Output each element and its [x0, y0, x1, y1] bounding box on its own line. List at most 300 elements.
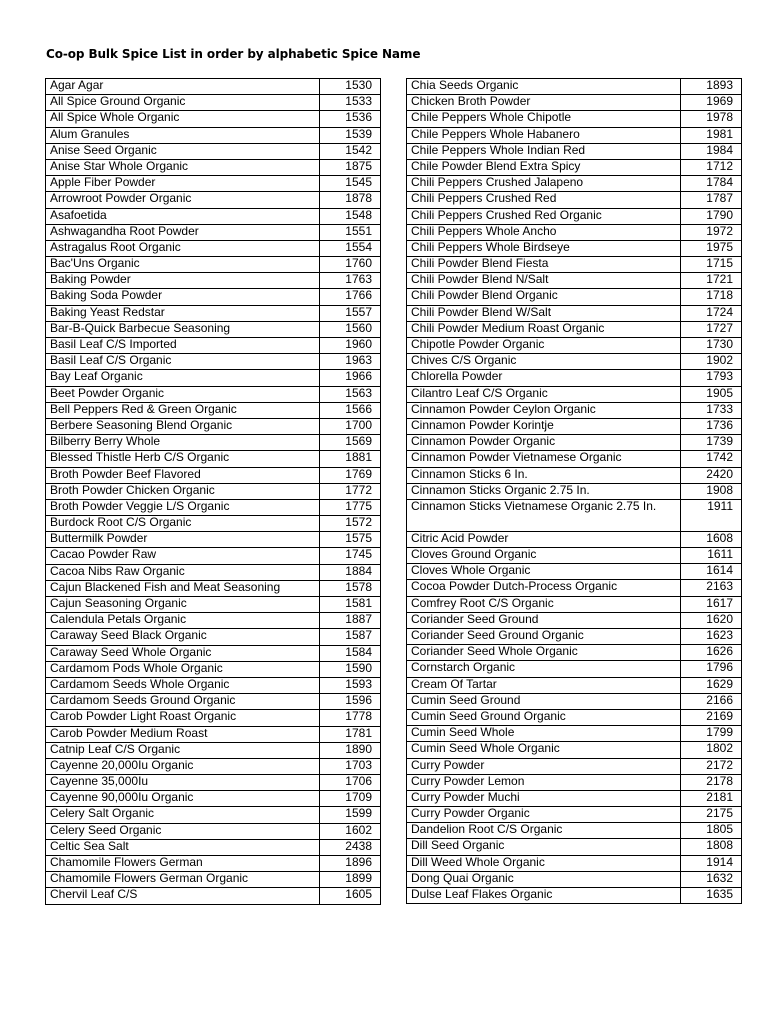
spice-code: 1545: [320, 176, 381, 192]
spice-name: Anise Seed Organic: [46, 143, 320, 159]
spice-code: 1596: [320, 694, 381, 710]
spice-code: 1712: [681, 159, 742, 175]
spice-name: Beet Powder Organic: [46, 386, 320, 402]
spice-code: 1884: [320, 564, 381, 580]
spice-name: Curry Powder: [407, 758, 681, 774]
spice-name: Bilberry Berry Whole: [46, 435, 320, 451]
table-row: [46, 856, 381, 872]
spice-code: 1602: [320, 823, 381, 839]
spice-code: 1635: [681, 888, 742, 904]
spice-name: Chili Powder Blend Organic: [407, 289, 681, 305]
spice-name: Celery Seed Organic: [46, 823, 320, 839]
spice-name: Cacao Powder Raw: [46, 548, 320, 564]
table-row: [407, 418, 742, 434]
spice-code: 1551: [320, 224, 381, 240]
spice-code: 1554: [320, 240, 381, 256]
spice-name: Curry Powder Organic: [407, 807, 681, 823]
spice-name: Dong Quai Organic: [407, 871, 681, 887]
spice-code: 1578: [320, 580, 381, 596]
table-row: [407, 240, 742, 256]
table-row: [407, 435, 742, 451]
spice-name: Dill Seed Organic: [407, 839, 681, 855]
spice-name: Chile Peppers Whole Chipotle: [407, 111, 681, 127]
table-row: [407, 402, 742, 418]
spice-code: 2175: [681, 807, 742, 823]
spice-name: Baking Powder: [46, 273, 320, 289]
spice-name: Cardamom Seeds Whole Organic: [46, 677, 320, 693]
spice-name: Comfrey Root C/S Organic: [407, 596, 681, 612]
spice-name: Alum Granules: [46, 127, 320, 143]
table-row: [407, 531, 742, 547]
table-row: [46, 321, 381, 337]
spice-name: Cinnamon Powder Organic: [407, 435, 681, 451]
table-row: [407, 693, 742, 709]
table-row: [46, 645, 381, 661]
spice-code: 1563: [320, 386, 381, 402]
spice-code: 2420: [681, 467, 742, 483]
spice-table-right-body: [407, 79, 742, 904]
table-row: [46, 775, 381, 791]
table-row: [46, 694, 381, 710]
spice-code: 1769: [320, 467, 381, 483]
spice-code: 1581: [320, 597, 381, 613]
table-row: [46, 823, 381, 839]
spice-code: 1772: [320, 483, 381, 499]
spice-code: 1975: [681, 240, 742, 256]
spice-name: Cayenne 20,000Iu Organic: [46, 758, 320, 774]
table-row: [46, 807, 381, 823]
spice-code: 1902: [681, 354, 742, 370]
table-row: [407, 612, 742, 628]
table-row: [407, 629, 742, 645]
table-row: [407, 742, 742, 758]
spice-name: Chives C/S Organic: [407, 354, 681, 370]
spice-name: Cream Of Tartar: [407, 677, 681, 693]
table-row: [46, 839, 381, 855]
spice-name: Coriander Seed Ground: [407, 612, 681, 628]
spice-name: Baking Yeast Redstar: [46, 305, 320, 321]
spice-code: 1736: [681, 418, 742, 434]
spice-code: 1896: [320, 856, 381, 872]
table-row: [407, 192, 742, 208]
spice-code: 1572: [320, 516, 381, 532]
spice-name: Carob Powder Light Roast Organic: [46, 710, 320, 726]
table-row: [46, 435, 381, 451]
table-row: [46, 370, 381, 386]
table-row: [46, 79, 381, 95]
spice-code: 1733: [681, 402, 742, 418]
table-row: [46, 742, 381, 758]
table-row: [46, 548, 381, 564]
spice-name: Cinnamon Sticks Vietnamese Organic 2.75 In.: [407, 499, 681, 531]
spice-code: 1721: [681, 273, 742, 289]
spice-code: 1587: [320, 629, 381, 645]
spice-code: 1620: [681, 612, 742, 628]
spice-code: 1584: [320, 645, 381, 661]
table-row: [46, 677, 381, 693]
table-row: [407, 758, 742, 774]
spice-name: Astragalus Root Organic: [46, 240, 320, 256]
table-row: [46, 580, 381, 596]
table-row: [46, 726, 381, 742]
spice-name: Cloves Whole Organic: [407, 564, 681, 580]
table-row: [407, 855, 742, 871]
spice-code: 1700: [320, 418, 381, 434]
spice-name: Broth Powder Veggie L/S Organic: [46, 499, 320, 515]
spice-code: 1978: [681, 111, 742, 127]
spice-code: 1599: [320, 807, 381, 823]
spice-name: Carob Powder Medium Roast: [46, 726, 320, 742]
table-row: [407, 709, 742, 725]
spice-name: Cajun Blackened Fish and Meat Seasoning: [46, 580, 320, 596]
spice-code: 1960: [320, 338, 381, 354]
spice-code: 1575: [320, 532, 381, 548]
table-row: [46, 516, 381, 532]
table-row: [46, 143, 381, 159]
spice-name: Cayenne 35,000Iu: [46, 775, 320, 791]
spice-table-right: [406, 78, 742, 904]
spice-name: Chili Powder Blend W/Salt: [407, 305, 681, 321]
spice-name: Chili Powder Blend Fiesta: [407, 257, 681, 273]
table-row: [407, 790, 742, 806]
spice-code: 1608: [681, 531, 742, 547]
spice-code: 1763: [320, 273, 381, 289]
spice-code: 1623: [681, 629, 742, 645]
spice-name: Chamomile Flowers German Organic: [46, 872, 320, 888]
table-row: [46, 338, 381, 354]
table-row: [407, 338, 742, 354]
table-row: [407, 596, 742, 612]
spice-code: 2181: [681, 790, 742, 806]
table-row: [46, 710, 381, 726]
spice-code: 1706: [320, 775, 381, 791]
spice-code: 2166: [681, 693, 742, 709]
spice-code: 1593: [320, 677, 381, 693]
table-row: [46, 289, 381, 305]
spice-name: Chili Peppers Crushed Red: [407, 192, 681, 208]
table-row: [46, 224, 381, 240]
spice-code: 1739: [681, 435, 742, 451]
spice-name: Cumin Seed Ground Organic: [407, 709, 681, 725]
spice-name: Cumin Seed Whole: [407, 726, 681, 742]
spice-code: 1566: [320, 402, 381, 418]
spice-name: Chili Peppers Crushed Jalapeno: [407, 176, 681, 192]
spice-code: 1799: [681, 726, 742, 742]
spice-name: Cinnamon Powder Korintje: [407, 418, 681, 434]
spice-name: Cinnamon Sticks Organic 2.75 In.: [407, 483, 681, 499]
spice-name: Baking Soda Powder: [46, 289, 320, 305]
spice-code: 1766: [320, 289, 381, 305]
table-row: [46, 483, 381, 499]
spice-name: Coriander Seed Whole Organic: [407, 645, 681, 661]
spice-name: Cocoa Powder Dutch-Process Organic: [407, 580, 681, 596]
spice-code: 1805: [681, 823, 742, 839]
spice-name: Cumin Seed Whole Organic: [407, 742, 681, 758]
table-row: [46, 418, 381, 434]
spice-code: 1908: [681, 483, 742, 499]
spice-code: 1793: [681, 370, 742, 386]
spice-name: Chipotle Powder Organic: [407, 338, 681, 354]
spice-code: 1899: [320, 872, 381, 888]
spice-name: Catnip Leaf C/S Organic: [46, 742, 320, 758]
table-row: [46, 240, 381, 256]
table-row: [407, 354, 742, 370]
spice-code: 1626: [681, 645, 742, 661]
table-row: [407, 726, 742, 742]
table-row: [46, 95, 381, 111]
table-row: [46, 176, 381, 192]
spice-name: Chili Peppers Whole Birdseye: [407, 240, 681, 256]
spice-name: Chicken Broth Powder: [407, 95, 681, 111]
table-row: [46, 613, 381, 629]
table-row: [46, 386, 381, 402]
spice-code: 1963: [320, 354, 381, 370]
spice-name: Anise Star Whole Organic: [46, 159, 320, 175]
spice-code: 1742: [681, 451, 742, 467]
table-row: [407, 645, 742, 661]
table-row: [407, 548, 742, 564]
spice-name: Dandelion Root C/S Organic: [407, 823, 681, 839]
table-row: [407, 289, 742, 305]
spice-code: 1605: [320, 888, 381, 904]
spice-name: Cloves Ground Organic: [407, 548, 681, 564]
spice-code: 1536: [320, 111, 381, 127]
spice-code: 1972: [681, 224, 742, 240]
spice-name: Curry Powder Muchi: [407, 790, 681, 806]
table-row: [407, 143, 742, 159]
spice-name: Agar Agar: [46, 79, 320, 95]
table-row: [46, 305, 381, 321]
spice-code: 2169: [681, 709, 742, 725]
spice-code: 1557: [320, 305, 381, 321]
spice-code: 1709: [320, 791, 381, 807]
spice-name: Chlorella Powder: [407, 370, 681, 386]
table-row: [46, 758, 381, 774]
spice-name: Chili Peppers Whole Ancho: [407, 224, 681, 240]
table-row: [46, 159, 381, 175]
table-row: [407, 111, 742, 127]
table-row: [46, 451, 381, 467]
table-row: [407, 483, 742, 499]
spice-name: Cilantro Leaf C/S Organic: [407, 386, 681, 402]
table-row: [407, 95, 742, 111]
spice-name: Cardamom Pods Whole Organic: [46, 661, 320, 677]
spice-name: Coriander Seed Ground Organic: [407, 629, 681, 645]
spice-name: Basil Leaf C/S Imported: [46, 338, 320, 354]
spice-code: 1569: [320, 435, 381, 451]
table-row: [407, 273, 742, 289]
spice-name: Broth Powder Chicken Organic: [46, 483, 320, 499]
spice-name: Cajun Seasoning Organic: [46, 597, 320, 613]
table-row: [407, 888, 742, 904]
table-row: [407, 127, 742, 143]
spice-name: Buttermilk Powder: [46, 532, 320, 548]
spice-code: 1760: [320, 257, 381, 273]
spice-name: Chile Peppers Whole Indian Red: [407, 143, 681, 159]
spice-name: Calendula Petals Organic: [46, 613, 320, 629]
spice-code: 1727: [681, 321, 742, 337]
spice-name: Caraway Seed Black Organic: [46, 629, 320, 645]
spice-code: 1878: [320, 192, 381, 208]
spice-code: 1808: [681, 839, 742, 855]
spice-name: Chia Seeds Organic: [407, 79, 681, 95]
table-row: [407, 451, 742, 467]
table-row: [46, 888, 381, 904]
spice-name: Cinnamon Powder Vietnamese Organic: [407, 451, 681, 467]
table-row: [46, 872, 381, 888]
spice-name: Cayenne 90,000Iu Organic: [46, 791, 320, 807]
spice-code: 1966: [320, 370, 381, 386]
table-row: [407, 321, 742, 337]
spice-code: 1890: [320, 742, 381, 758]
page-title: Co-op Bulk Spice List in order by alphabetic Spice Name: [46, 47, 421, 61]
table-row: [46, 661, 381, 677]
spice-name: Cinnamon Sticks 6 In.: [407, 467, 681, 483]
spice-name: Dill Weed Whole Organic: [407, 855, 681, 871]
spice-name: Chamomile Flowers German: [46, 856, 320, 872]
spice-code: 1724: [681, 305, 742, 321]
table-row: [407, 305, 742, 321]
spice-code: 1969: [681, 95, 742, 111]
spice-name: Burdock Root C/S Organic: [46, 516, 320, 532]
spice-name: Chile Powder Blend Extra Spicy: [407, 159, 681, 175]
table-row: [407, 159, 742, 175]
table-row: [46, 597, 381, 613]
spice-code: 1718: [681, 289, 742, 305]
table-row: [407, 176, 742, 192]
spice-name: Caraway Seed Whole Organic: [46, 645, 320, 661]
spice-code: 1560: [320, 321, 381, 337]
spice-code: 1778: [320, 710, 381, 726]
spice-code: 2172: [681, 758, 742, 774]
spice-code: 1790: [681, 208, 742, 224]
spice-code: 1784: [681, 176, 742, 192]
spice-name: Bell Peppers Red & Green Organic: [46, 402, 320, 418]
spice-code: 1629: [681, 677, 742, 693]
table-row: [407, 774, 742, 790]
spice-name: Celery Salt Organic: [46, 807, 320, 823]
table-row: [46, 354, 381, 370]
spice-code: 1905: [681, 386, 742, 402]
table-row: [407, 807, 742, 823]
table-row: [407, 580, 742, 596]
spice-code: 2163: [681, 580, 742, 596]
spice-name: Cornstarch Organic: [407, 661, 681, 677]
table-row: [407, 823, 742, 839]
spice-code: 1984: [681, 143, 742, 159]
spice-name: Cumin Seed Ground: [407, 693, 681, 709]
table-row: [46, 127, 381, 143]
table-row: [407, 386, 742, 402]
spice-code: 1775: [320, 499, 381, 515]
spice-name: Citric Acid Powder: [407, 531, 681, 547]
spice-code: 2178: [681, 774, 742, 790]
table-row: [407, 208, 742, 224]
table-row: [407, 677, 742, 693]
spice-name: Bac'Uns Organic: [46, 257, 320, 273]
spice-table-left: [45, 78, 381, 905]
spice-name: Chili Powder Blend N/Salt: [407, 273, 681, 289]
spice-code: 1611: [681, 548, 742, 564]
spice-code: 1539: [320, 127, 381, 143]
spice-name: Apple Fiber Powder: [46, 176, 320, 192]
spice-name: Bar-B-Quick Barbecue Seasoning: [46, 321, 320, 337]
spice-name: Cardamom Seeds Ground Organic: [46, 694, 320, 710]
table-row: [407, 564, 742, 580]
spice-name: Dulse Leaf Flakes Organic: [407, 888, 681, 904]
table-row: [46, 257, 381, 273]
table-row: [407, 224, 742, 240]
spice-name: Chili Powder Medium Roast Organic: [407, 321, 681, 337]
table-row: [46, 467, 381, 483]
spice-name: Broth Powder Beef Flavored: [46, 467, 320, 483]
spice-code: 1548: [320, 208, 381, 224]
spice-code: 1787: [681, 192, 742, 208]
spice-code: 1617: [681, 596, 742, 612]
spice-code: 1730: [681, 338, 742, 354]
table-row: [407, 499, 742, 531]
table-row: [407, 467, 742, 483]
table-row: [407, 79, 742, 95]
spice-name: Chili Peppers Crushed Red Organic: [407, 208, 681, 224]
spice-code: 1875: [320, 159, 381, 175]
spice-code: 1781: [320, 726, 381, 742]
spice-code: 1893: [681, 79, 742, 95]
spice-code: 2438: [320, 839, 381, 855]
table-row: [46, 532, 381, 548]
table-row: [46, 499, 381, 515]
spice-code: 1703: [320, 758, 381, 774]
spice-name: Bay Leaf Organic: [46, 370, 320, 386]
spice-name: Chervil Leaf C/S: [46, 888, 320, 904]
table-row: [46, 208, 381, 224]
spice-name: Ashwagandha Root Powder: [46, 224, 320, 240]
spice-name: Chile Peppers Whole Habanero: [407, 127, 681, 143]
spice-table-left-body: [46, 79, 381, 905]
spice-name: Berbere Seasoning Blend Organic: [46, 418, 320, 434]
spice-code: 1881: [320, 451, 381, 467]
spice-code: 1911: [681, 499, 742, 531]
spice-name: Cacoa Nibs Raw Organic: [46, 564, 320, 580]
table-row: [46, 791, 381, 807]
spice-name: Basil Leaf C/S Organic: [46, 354, 320, 370]
table-row: [46, 273, 381, 289]
spice-name: Curry Powder Lemon: [407, 774, 681, 790]
spice-name: Celtic Sea Salt: [46, 839, 320, 855]
spice-code: 1981: [681, 127, 742, 143]
spice-code: 1614: [681, 564, 742, 580]
table-row: [46, 629, 381, 645]
table-row: [46, 111, 381, 127]
table-row: [46, 564, 381, 580]
table-row: [46, 402, 381, 418]
spice-code: 1632: [681, 871, 742, 887]
spice-code: 1796: [681, 661, 742, 677]
spice-code: 1887: [320, 613, 381, 629]
spice-name: Asafoetida: [46, 208, 320, 224]
spice-name: All Spice Ground Organic: [46, 95, 320, 111]
spice-code: 1914: [681, 855, 742, 871]
table-row: [46, 192, 381, 208]
spice-code: 1715: [681, 257, 742, 273]
spice-name: Arrowroot Powder Organic: [46, 192, 320, 208]
spice-name: All Spice Whole Organic: [46, 111, 320, 127]
spice-code: 1533: [320, 95, 381, 111]
spice-code: 1542: [320, 143, 381, 159]
table-row: [407, 839, 742, 855]
spice-code: 1802: [681, 742, 742, 758]
spice-name: Cinnamon Powder Ceylon Organic: [407, 402, 681, 418]
